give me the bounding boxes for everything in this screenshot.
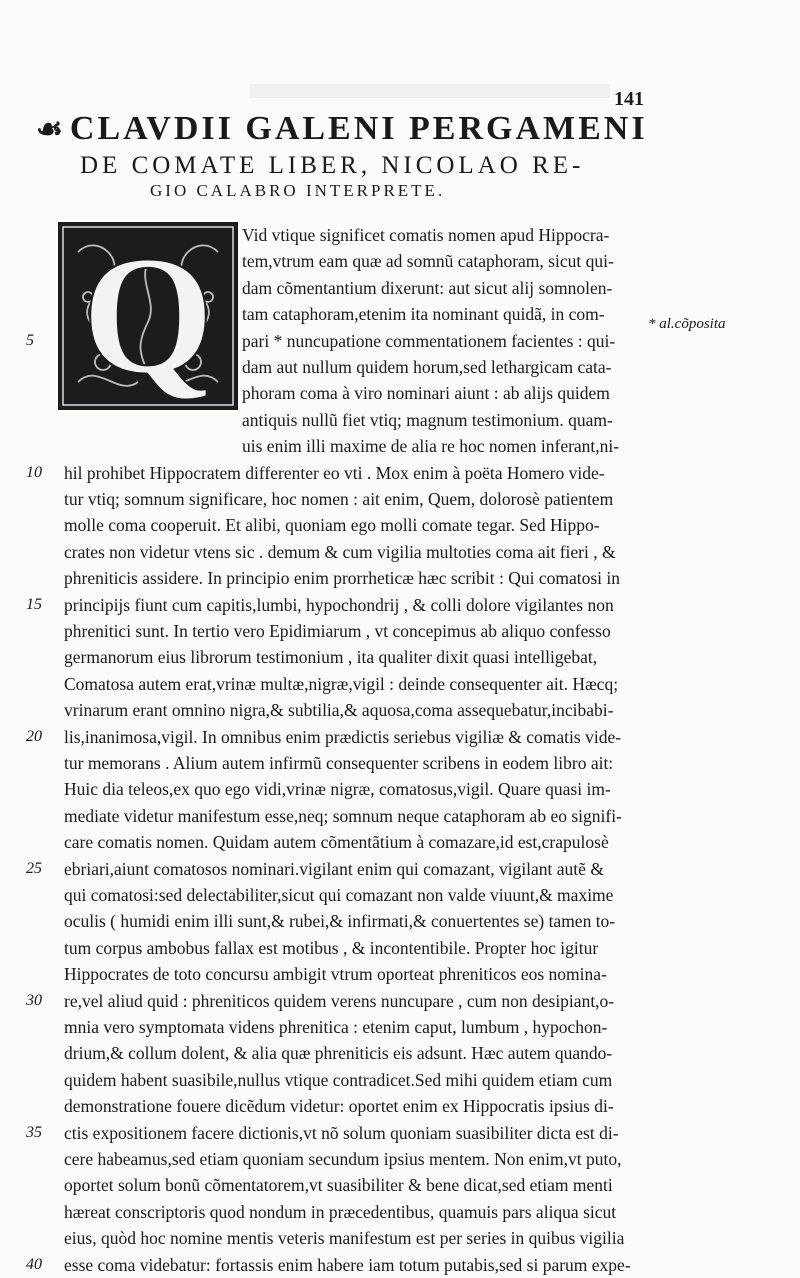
text-line: phoram coma à viro nominari aiunt : ab alijs quidem xyxy=(242,383,610,404)
text-line: lis,inanimosa,vigil. In omnibus enim prædictis seriebus vigiliæ & comatis vide- xyxy=(64,726,622,747)
title-text-1: CLAVDII GALENI PERGAMENI xyxy=(69,110,648,147)
text-line: vrinarum erant omnino nigra,& subtilia,& aquosa,coma assequebatur,incibabi- xyxy=(64,700,614,721)
text-line: principijs fiunt cum capitis,lumbi, hypochondrij , & colli dolore vigilantes non xyxy=(64,594,614,615)
text-line: dam aut nullum quidem horum,sed lethargicam cata- xyxy=(242,357,612,377)
text-line: qui comatosi:sed delectabiliter,sicut qui comazant non valde viuunt,& maxime xyxy=(64,885,614,905)
text-line: mediate videtur manifestum esse,neq; somnum neque cataphoram ab eo signifi- xyxy=(64,805,622,826)
text-line: care comatis nomen. Quidam autem cõmentãtium à comazare,id est,crapulosè xyxy=(64,832,609,853)
line-number: 15 xyxy=(26,595,42,613)
text-line: uis enim illi maxime de alia re hoc nomen inferant,ni- xyxy=(242,436,620,457)
line-number: 40 xyxy=(26,1255,42,1273)
text-line: tum corpus ambobus fallax est motibus , & incontentibile. Propter hoc igitur xyxy=(64,937,599,958)
line-number: 10 xyxy=(26,463,42,481)
text-line: Comatosa autem erat,vrinæ multæ,nigræ,vigil : deinde consequenter ait. Hæcq; xyxy=(64,673,619,694)
text-line: ebriari,aiunt comatosos nominari.vigilant enim qui comazant, vigilant autẽ & xyxy=(64,858,604,879)
line-number: 5 xyxy=(26,331,34,349)
text-line: demonstratione fouere dicẽdum videtur: oportet enim ex Hippocratis ipsius di- xyxy=(64,1096,614,1117)
text-line: ctis expositionem facere dictionis,vt nõ solum quoniam suasibiliter dicta est di- xyxy=(64,1122,619,1143)
page-number: 141 xyxy=(614,88,644,110)
text-line: re,vel aliud quid : phreniticos quidem verens nuncupare , cum non desipiant,o- xyxy=(64,990,615,1011)
marginal-note: * al.cõposita xyxy=(648,316,726,332)
text-line: hil prohibet Hippocratem differenter eo vti . Mox enim à poëta Homero vide- xyxy=(64,462,605,483)
text-line: eius, quòd hoc nomine mentis veteris manifestum est per series in quibus vigilia xyxy=(64,1228,625,1249)
text-line: quidem habent suasibile,nullus vtique contradicet.Sed mihi quidem etiam cum xyxy=(64,1069,613,1090)
text-line: tam cataphoram,etenim ita nominant quidã, in com- xyxy=(242,304,605,325)
text-line: Hippocrates de toto concursu ambigit vtrum oporteat phreniticos eos nomina- xyxy=(64,964,607,985)
text-line: crates non videtur vtens sic . demum & cum vigilia multoties coma ait fieri , & xyxy=(64,541,616,562)
text-line: tur memorans . Alium autem infirmũ consequenter scribens in eodem libro ait: xyxy=(64,753,614,773)
title-line-1 xyxy=(36,110,656,148)
text-line: germanorum eius librorum testimonium , ita qualiter dixit quasi intelligebat, xyxy=(64,647,598,668)
text-line: Huic dia teleos,ex quo ego vidi,vrinæ nigræ, comatosus,vigil. Quare quasi im- xyxy=(64,779,611,800)
text-line: dam cõmentantium dixerunt: aut sicut alij somnolen- xyxy=(242,277,613,298)
text-line: esse coma videbatur: fortassis enim habere iam totum putabis,sed si parum expe- xyxy=(64,1254,631,1275)
text-line: tur vtiq; somnum significare, hoc nomen : ait enim, Quem, dolorosè patientem xyxy=(64,489,614,509)
text-line: oculis ( humidi enim illi sunt,& rubei,& infirmati,& conuertentes se) tamen to- xyxy=(64,911,616,932)
text-line: cere habeamus,sed etiam quoniam secundum ipsius mentem. Non enim,vt puto, xyxy=(64,1149,622,1169)
text-line: antiquis nullũ fiet vtiq; magnum testimonium. quam- xyxy=(242,409,613,430)
line-number: 35 xyxy=(26,1123,42,1141)
initial-letter: Q xyxy=(81,222,215,409)
line-number: 25 xyxy=(26,859,42,877)
text-line: phrenitici sunt. In tertio vero Epidimiarum , vt concepimus ab aliquo confesso xyxy=(64,621,611,641)
text-line: hæreat conscriptoris quod nondum in præcedentibus, quamuis pars aliqua sicut xyxy=(64,1201,617,1222)
text-line: oportet solum bonũ cõmentatorem,vt suasibiliter & bene dicat,sed etiam menti xyxy=(64,1175,613,1196)
text-line: molle coma cooperuit. Et alibi, quoniam ego molli comate tegar. Sed Hippo- xyxy=(64,515,600,536)
text-line: tem,vtrum eam quæ ad somnũ cataphoram, sicut qui- xyxy=(242,251,614,272)
decorated-initial xyxy=(58,222,238,410)
fleuron-ornament: ☙ xyxy=(36,113,66,146)
line-number: 20 xyxy=(26,727,42,745)
text-line: mnia vero symptomata videns phrenitica : etenim caput, lumbum , hypochon- xyxy=(64,1017,608,1037)
text-line: pari * nuncupatione commentationem facientes : qui- xyxy=(242,330,616,351)
text-line: drium,& collum dolent, & alia quæ phreniticis eis adsunt. Hæc autem quando- xyxy=(64,1043,613,1064)
text-line: Vid vtique significet comatis nomen apud Hippocra- xyxy=(242,225,610,245)
show-through-text xyxy=(250,80,610,102)
title-line-2: DE COMATE LIBER, NICOLAO RE- xyxy=(80,152,585,179)
text-line: phreniticis assidere. In principio enim prorrheticæ hæc scribit : Qui comatosi in xyxy=(64,568,620,589)
title-line-3: GIO CALABRO INTERPRETE. xyxy=(150,181,446,200)
line-number: 30 xyxy=(26,991,42,1009)
